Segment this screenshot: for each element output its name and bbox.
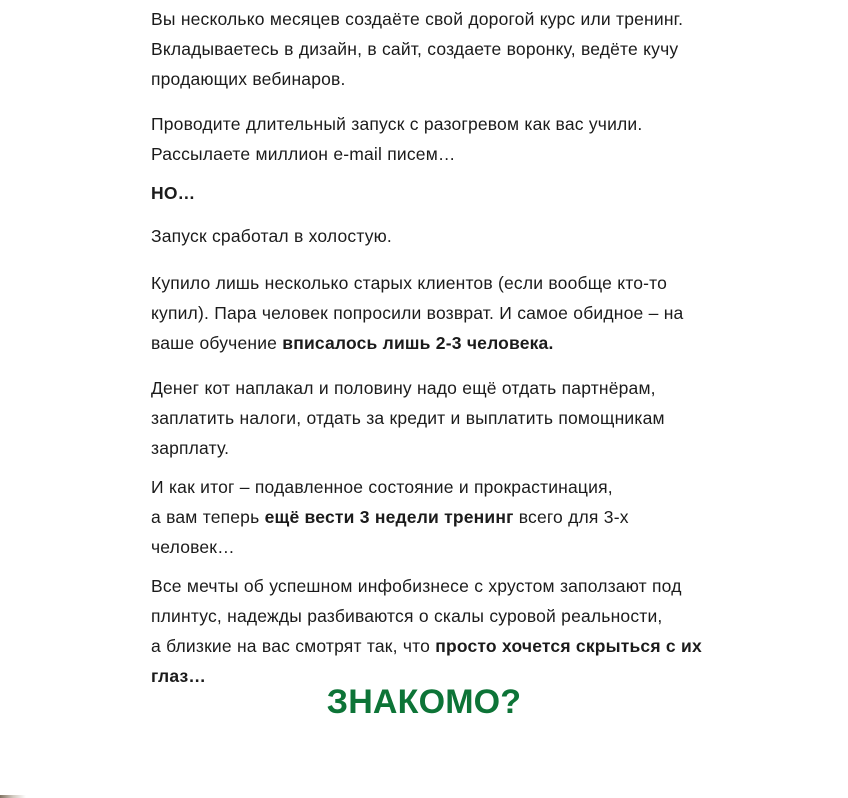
paragraph-emphasis-hide: просто хочется скрыться с их глаз… — [151, 636, 702, 686]
paragraph-text: всего для 3-х человек… — [151, 507, 629, 557]
paragraph-text: а близкие на вас смотрят так, что — [151, 636, 436, 656]
paragraph-text: а вам теперь — [151, 507, 265, 527]
paragraph-result — [151, 472, 696, 562]
copy-block — [151, 4, 702, 706]
paragraph-intro — [151, 4, 696, 94]
paragraph-text: Купило лишь несколько старых клиентов (если вообще кто-то купил). Пара человек попросили возврат. И самое обидное – на ваше обучение — [151, 273, 684, 353]
paragraph-text: Все мечты об успешном инфобизнесе с хрустом заползают под плинтус, надежды разбиваются о скалы суровой реальности, — [151, 576, 682, 626]
paragraph-text: Запуск сработал в холостую. — [151, 226, 392, 246]
paragraph-dreams — [151, 571, 703, 691]
paragraph-text: Денег кот наплакал и половину надо ещё отдать партнёрам, заплатить налоги, отдать за кредит и выплатить помощникам зарплату. — [151, 378, 665, 458]
paragraph-idle-launch — [151, 221, 696, 251]
paragraph-money — [151, 373, 696, 463]
paragraph-few-buyers — [151, 268, 696, 358]
paragraph-launch — [151, 109, 696, 169]
paragraph-text: И как итог – подавленное состояние и прокрастинация, — [151, 477, 613, 497]
paragraph-emphasis-signups: вписалось лишь 2-3 человека. — [282, 333, 554, 353]
paragraph-emphasis-three-weeks: ещё вести 3 недели тренинг — [264, 507, 514, 527]
paragraph-text: Вы несколько месяцев создаёте свой дорогой курс или тренинг. Вкладываетесь в дизайн, в сайт, создаете воронку, ведёте кучу продающих вебинаров. — [151, 9, 684, 89]
heading-znakomo: ЗНАКОМО? — [326, 683, 522, 721]
paragraph-but — [151, 178, 696, 208]
paragraph-text: Проводите длительный запуск с разогревом как вас учили. Рассылаете миллион e-mail писем… — [151, 114, 643, 164]
paragraph-text-bold: НО… — [151, 183, 196, 203]
